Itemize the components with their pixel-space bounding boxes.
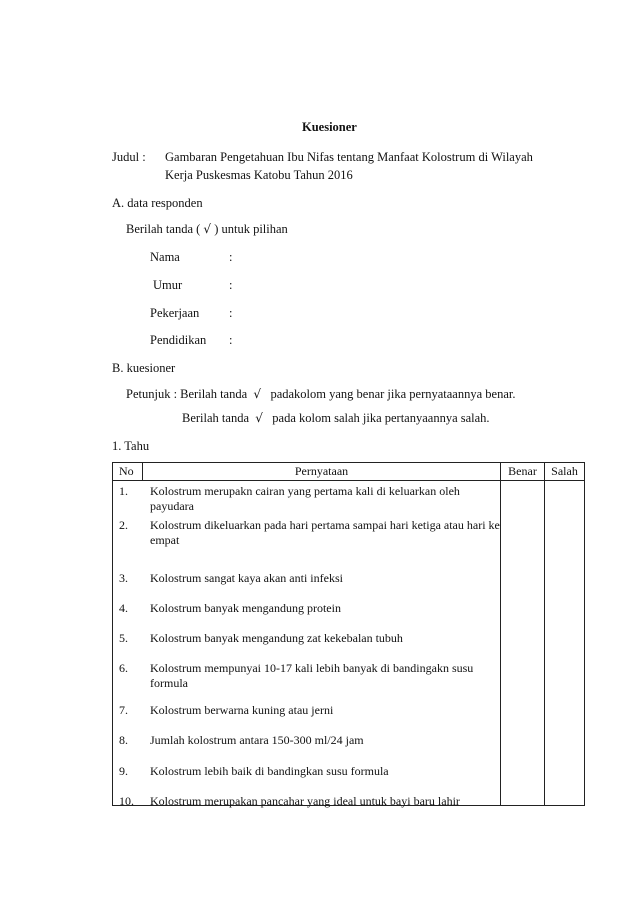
row-statement: Kolostrum mempunyai 10-17 kali lebih banyak di bandingakn susu formula [150, 661, 474, 690]
document-title: Kuesioner [302, 120, 357, 134]
row-number: 10. [119, 794, 134, 808]
row-number: 5. [119, 631, 128, 645]
instruction-before: Berilah tanda ( [126, 222, 201, 236]
field-colon-umur: : [229, 278, 233, 292]
statements-body [113, 481, 500, 808]
row-statement: Kolostrum merupakn cairan yang pertama kali di keluarkan oleh payudara [150, 484, 460, 513]
field-colon-nama: : [229, 250, 233, 264]
benar-answer-cell[interactable] [501, 481, 545, 806]
header-salah: Salah [545, 463, 585, 481]
subsection-title: 1. Tahu [112, 439, 150, 453]
header-statement: Pernyataan [143, 463, 501, 481]
row-number: 6. [119, 661, 128, 675]
row-statement: Kolostrum banyak mengandung protein [150, 601, 341, 615]
row-statement: Jumlah kolostrum antara 150-300 ml/24 jam [150, 733, 364, 747]
instruction-after: ) untuk pilihan [214, 222, 288, 236]
row-number: 9. [119, 764, 128, 778]
row-number: 7. [119, 703, 128, 717]
table-body-row [113, 481, 585, 806]
row-number: 4. [119, 601, 128, 615]
statements-cell [113, 481, 501, 806]
field-colon-pendidikan: : [229, 333, 233, 347]
row-number: 2. [119, 518, 128, 532]
row-number: 3. [119, 571, 128, 585]
row-statement: Kolostrum lebih baik di bandingkan susu formula [150, 764, 389, 778]
row-number: 8. [119, 733, 128, 747]
row-statement: Kolostrum berwarna kuning atau jerni [150, 703, 334, 717]
row-number: 1. [119, 484, 128, 498]
header-no: No [113, 463, 143, 481]
row-statement: Kolostrum sangat kaya akan anti infeksi [150, 571, 343, 585]
judul-label: Judul : [112, 150, 146, 164]
petunjuk-2-before: Berilah tanda [182, 411, 249, 425]
row-statement: Kolostrum banyak mengandung zat kekebalan tubuh [150, 631, 403, 645]
petunjuk-line-2 [182, 411, 490, 426]
header-benar: Benar [501, 463, 545, 481]
salah-answer-cell[interactable] [545, 481, 585, 806]
questionnaire-table [112, 462, 585, 806]
petunjuk-line-1 [126, 387, 515, 402]
judul-line-1: Gambaran Pengetahuan Ibu Nifas tentang Manfaat Kolostrum di Wilayah [165, 150, 533, 164]
field-label-pendidikan: Pendidikan [150, 333, 207, 347]
judul-line-2: Kerja Puskesmas Katobu Tahun 2016 [165, 168, 353, 182]
section-a-instruction [126, 222, 288, 237]
row-statement: Kolostrum dikeluarkan pada hari pertama sampai hari ketiga atau hari ke empat [150, 518, 500, 547]
field-label-pekerjaan: Pekerjaan [150, 306, 200, 320]
section-a-title: A. data responden [112, 196, 203, 210]
field-label-umur: Umur [153, 278, 183, 292]
field-colon-pekerjaan: : [229, 306, 233, 320]
section-b-title: B. kuesioner [112, 361, 176, 375]
table-header-row [113, 463, 585, 481]
row-statement: Kolostrum merupakan pancahar yang ideal untuk bayi baru lahir [150, 794, 460, 808]
petunjuk-1-after: padakolom yang benar jika pernyataannya benar. [270, 387, 516, 401]
check-mark-icon: √ [253, 387, 262, 401]
field-label-nama: Nama [150, 250, 180, 264]
petunjuk-1-before: Petunjuk : Berilah tanda [126, 387, 248, 401]
check-mark-icon: √ [255, 411, 263, 425]
petunjuk-2-after: pada kolom salah jika pertanyaannya salah. [272, 411, 490, 425]
check-mark-icon: √ [203, 222, 212, 236]
